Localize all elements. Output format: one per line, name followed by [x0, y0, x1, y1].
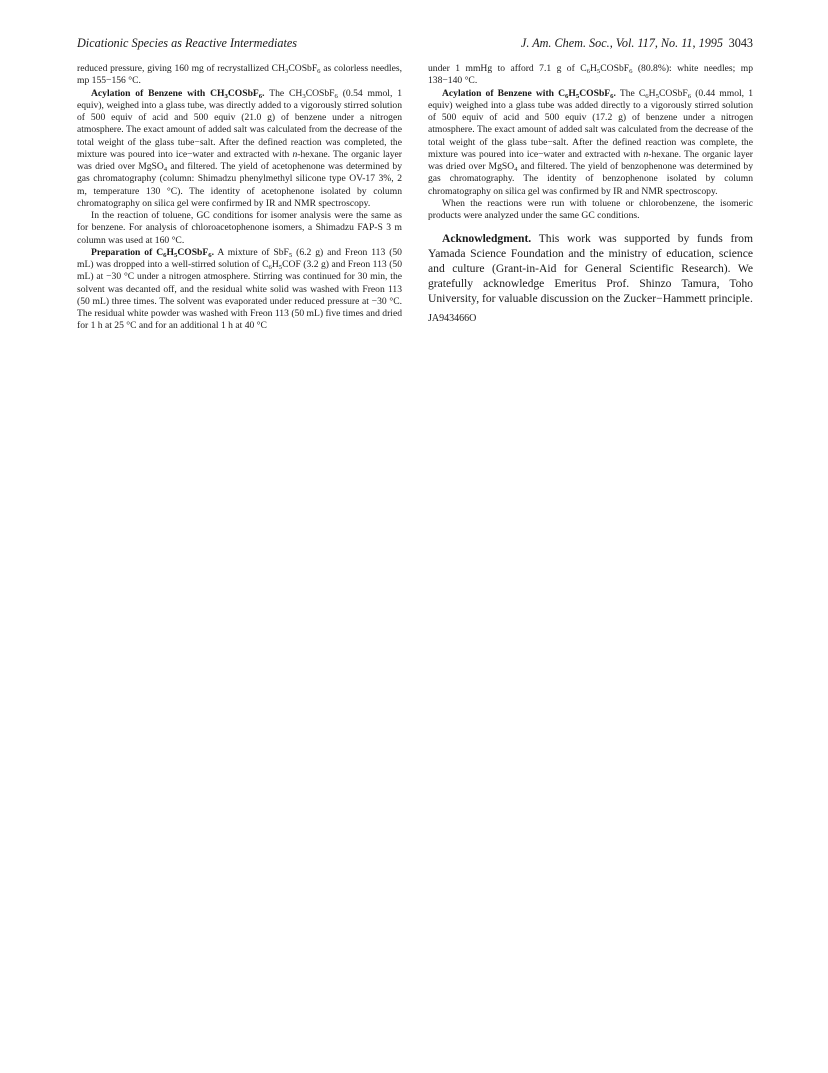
paragraph-acylation-benzoyl: Acylation of Benzene with $C_6H_5COSbF_6$. The $C_6H_5COSbF_6$ (0.44 mmol, 1 equiv) weighed into a glass tube was added directly to a vigorously stirred solution of 500 equiv of acid and 500 equiv (17.2 g) of benzene under a nitrogen atmosphere. The exact amount of added salt was calculated from the decrease of the total weight of the glass tube−salt. After the defined reaction was complete, the mixture was poured into ice−water and extracted with n-hexane. The organic layer was dried over MgSO$_4$ and filtered. The yield of benzophenone was determined by gas chromatography. The identity of benzophenone isolated by column chromatography on silica gel was confirmed by IR and NMR spectroscopy. [428, 87, 754, 197]
left-column [77, 63, 402, 333]
acknowledgment-heading: Acknowledgment. [442, 232, 532, 246]
run-in-heading: Acylation of Benzene with $C_6H_5COSbF_6$. [442, 87, 616, 100]
right-column [428, 63, 753, 326]
acknowledgment-text: This work was supported by funds from Yamada Science Foundation and the ministry of education, science and culture (Grant-in-Aid for General Scientific Research). We gratefully acknowledge Emeritus Prof. Shinzo Tamura, Toho University, for valuable discussion on the Zucker−Hammett principle. [428, 232, 753, 306]
paragraph-preparation: Preparation of $C_6H_5COSbF_6$. A mixture of SbF$_5$ (6.2 g) and Freon 113 (50 mL) was dropped into a well-stirred solution of $C_6H_5COF$ (3.2 g) and Freon 113 (50 mL) at −30 °C under a nitrogen atmosphere. Stirring was continued for 30 min, the solvent was decanted off, and the residual white solid was washed with Freon 113 (50 mL) three times. The solvent was evaporated under reduced pressure at −30 °C. The residual white powder was washed with Freon 113 (50 mL) five times and dried for 1 h at 25 °C and for an additional 1 h at 40 °C [77, 246, 402, 332]
page-header [77, 36, 753, 52]
paragraph-toluene-chlorobenzene: When the reactions were run with toluene or chlorobenzene, the isomeric products were analyzed under the same GC conditions. [428, 197, 753, 221]
paragraph-continuation: reduced pressure, giving 160 mg of recrystallized $CH_3COSbF_6$ as colorless needles, mp 155−156 °C. [77, 63, 402, 87]
page-number: 3043 [728, 36, 753, 50]
running-title: Dicationic Species as Reactive Intermediates [77, 36, 297, 50]
manuscript-code: JA943466O [428, 313, 477, 325]
paragraph-acylation-acetyl: Acylation of Benzene with $CH_3COSbF_6$. The $CH_3COSbF_6$ (0.54 mmol, 1 equiv), weighed into a glass tube, was directly added to a vigorously stirred solution of 500 equiv of acid and 500 equiv (21.0 g) of benzene under a nitrogen atmosphere. The exact amount of added salt was calculated from the decrease of the total weight of the glass tube−salt. After the defined reaction was completed, the mixture was poured into ice−water and extracted with n-hexane. The organic layer was dried over MgSO$_4$ and filtered. The yield of acetophenone was determined by gas chromatography (column: Shimadzu phenylmethyl silicone type OV-17 3%, 2 m, temperature 130 °C). The identity of acetophenone isolated by column chromatography on silica gel were confirmed by IR and NMR spectroscopy. [77, 87, 402, 209]
paragraph-continuation: under 1 mmHg to afford 7.1 g of $C_6H_5COSbF_6$ (80.8%): white needles; mp 138−140 °C. [428, 63, 753, 87]
run-in-heading: Preparation of $C_6H_5COSbF_6$. [91, 246, 215, 259]
paragraph-toluene: In the reaction of toluene, GC conditions for isomer analysis were the same as for benzene. For analysis of chloroacetophenone isomers, a Shimadzu FAP-S 3 m column was used at 160 °C. [77, 210, 402, 246]
run-in-heading: Acylation of Benzene with $CH_3COSbF_6$. [91, 87, 265, 100]
acknowledgment [428, 231, 753, 306]
journal-citation: J. Am. Chem. Soc., Vol. 117, No. 11, 1995 [520, 36, 723, 50]
